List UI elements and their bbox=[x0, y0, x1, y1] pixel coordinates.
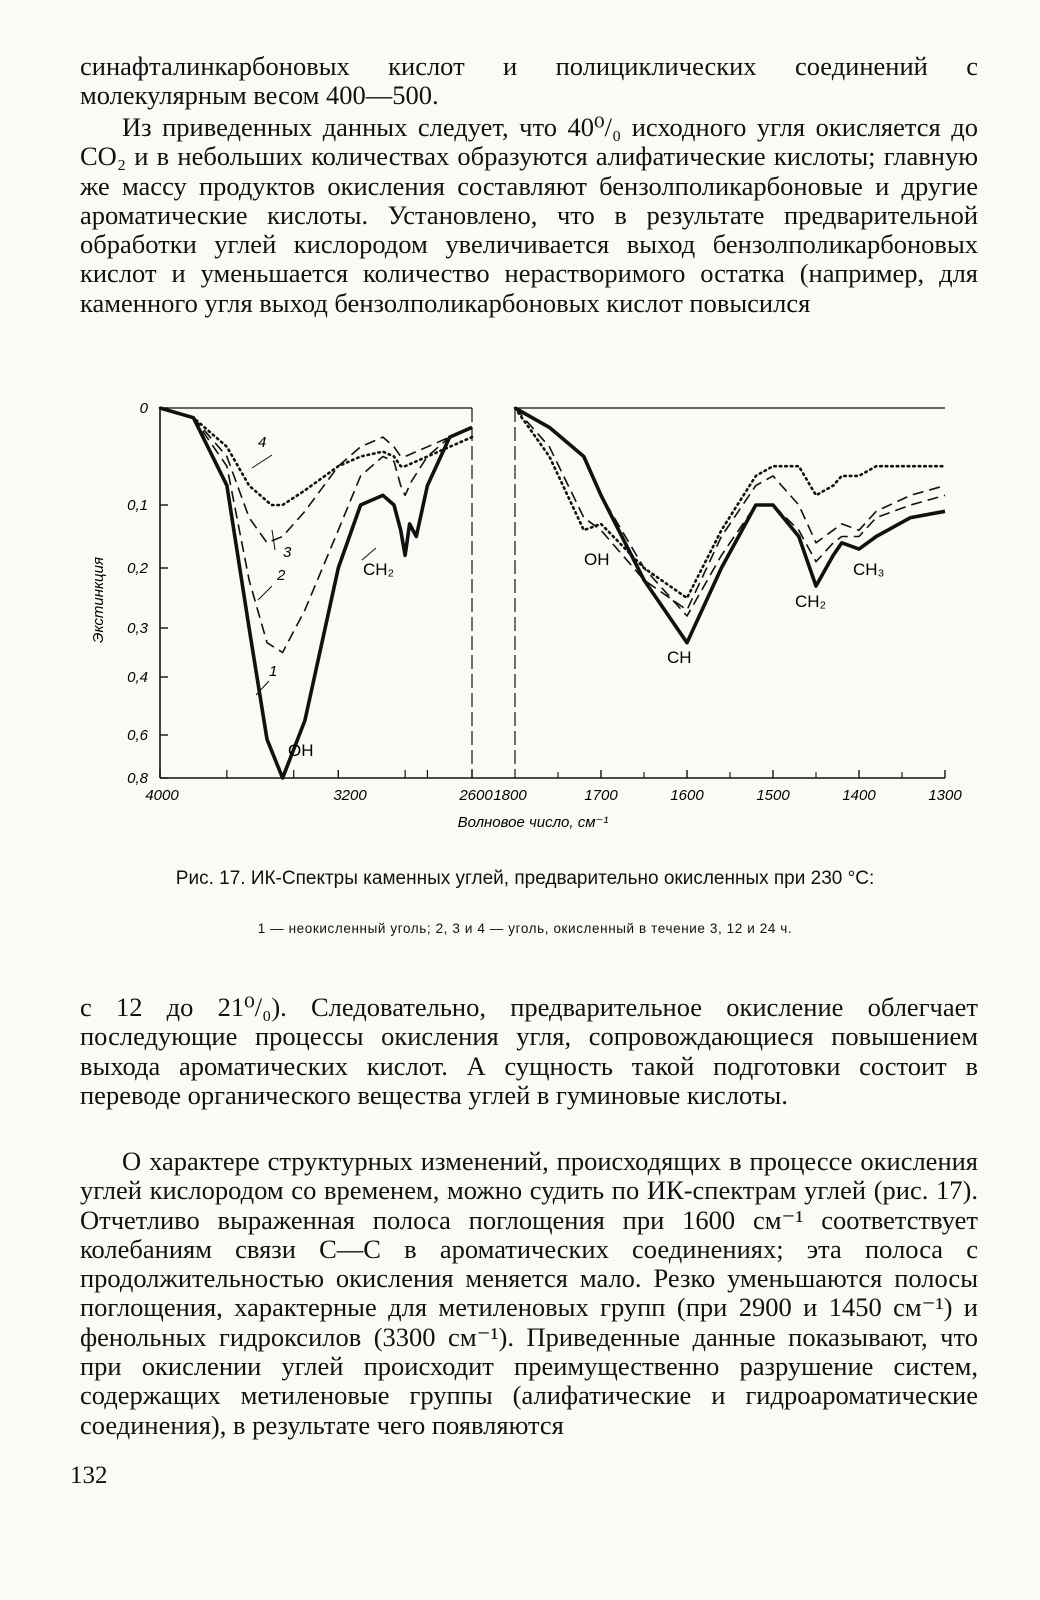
right-annotation-1: CH bbox=[667, 648, 692, 667]
left-annotation-1: 3 bbox=[283, 544, 292, 561]
annotation-leader bbox=[362, 548, 376, 560]
x-tick-label: 1300 bbox=[928, 787, 962, 804]
y-tick-label: 0,2 bbox=[127, 560, 148, 577]
y-axis-title: Экстинкция bbox=[90, 557, 107, 643]
page-number: 132 bbox=[70, 1462, 108, 1489]
x-tick-label: 4000 bbox=[145, 787, 179, 804]
x-tick-label: 1400 bbox=[842, 787, 876, 804]
y-tick-label: 0,4 bbox=[127, 669, 148, 686]
y-tick-label: 0 bbox=[139, 400, 148, 417]
x-tick-label: 1800 bbox=[493, 787, 527, 804]
x-tick-label: 2600 bbox=[459, 787, 493, 804]
annotation-leader bbox=[272, 530, 275, 550]
right-series-1-line bbox=[515, 408, 945, 643]
x-tick-label: 1600 bbox=[670, 787, 704, 804]
x-axis-title: Волновое число, см⁻¹ bbox=[457, 814, 609, 831]
right-series-3-line bbox=[515, 408, 945, 610]
right-annotation-3: CH₃ bbox=[853, 560, 885, 579]
left-series-3-line bbox=[160, 408, 472, 543]
left-series-2-line bbox=[160, 408, 472, 653]
y-tick-label: 0,1 bbox=[127, 497, 148, 514]
left-series-1-line bbox=[160, 408, 472, 778]
y-tick-label: 0,8 bbox=[127, 770, 148, 787]
paragraph-2: Из приведенных данных следует, что 40⁰/₀ исходного угля окисляется до CO₂ и в небольших количествах образуются алифатические кислоты; главную же массу продуктов окисления составляют бензолполикарбоновые и другие ароматические кислоты. Установлено, что в результате предварительной обработки углей кислородом увеличивается выход бензолполикарбоновых кислот и уменьшается количество нерастворимого остатка (например, для каменного угля выход бензолполикарбоновых кислот повысился bbox=[80, 112, 978, 318]
x-tick-label: 3200 bbox=[333, 787, 367, 804]
left-annotation-0: 4 bbox=[258, 434, 267, 451]
right-series-2-line bbox=[515, 408, 945, 616]
y-tick-label: 0,6 bbox=[127, 727, 148, 744]
y-tick-label: 0,3 bbox=[127, 620, 148, 637]
annotation-leader bbox=[258, 586, 272, 600]
left-annotation-2: 2 bbox=[277, 567, 286, 584]
right-annotation-2: CH₂ bbox=[795, 592, 827, 611]
x-tick-label: 1500 bbox=[756, 787, 790, 804]
right-annotation-0: OH bbox=[584, 550, 610, 569]
left-annotation-4: OH bbox=[288, 741, 314, 760]
right-series-4-line bbox=[515, 408, 945, 598]
annotation-leader bbox=[252, 455, 272, 468]
left-annotation-5: CH₂ bbox=[363, 560, 395, 579]
x-tick-label: 1700 bbox=[584, 787, 618, 804]
paragraph-1: синафталинкарбоновых кислот и полициклических соединений с молекулярным весом 400—500. bbox=[80, 51, 978, 111]
figure-caption-legend: 1 — неокисленный уголь; 2, 3 и 4 — уголь, окисленный в течение 3, 12 и 24 ч. bbox=[257, 921, 793, 936]
figure-caption-title: Рис. 17. ИК-Спектры каменных углей, предварительно окисленных при 230 °С: bbox=[175, 868, 875, 889]
left-series-4-line bbox=[160, 408, 472, 505]
left-annotation-3: 1 bbox=[269, 663, 278, 680]
paragraph-3: с 12 до 21⁰/₀). Следовательно, предварительное окисление облегчает последующие процессы окисления угля, сопровождающиеся повышением выхода ароматических кислот. А сущность такой подготовки состоит в переводе органического вещества углей в гуминовые кислоты. bbox=[80, 992, 978, 1110]
paragraph-4: О характере структурных изменений, происходящих в процессе окисления углей кислородом со временем, можно судить по ИК-спектрам углей (рис. 17). Отчетливо выраженная полоса поглощения при 1600 см⁻¹ соответствует колебаниям связи С—С в ароматических соединениях; эта полоса с продолжительностью окисления меняется мало. Резко уменьшаются полосы поглощения, характерные для метиленовых групп (при 2900 и 1450 см⁻¹) и фенольных гидроксилов (3300 см⁻¹). Приведенные данные показывают, что при окислении углей происходит преимущественно разрушение систем, содержащих метиленовые группы (алифатические и гидроароматические соединения), в результате чего появляются bbox=[80, 1146, 978, 1440]
annotation-leader bbox=[256, 681, 269, 695]
